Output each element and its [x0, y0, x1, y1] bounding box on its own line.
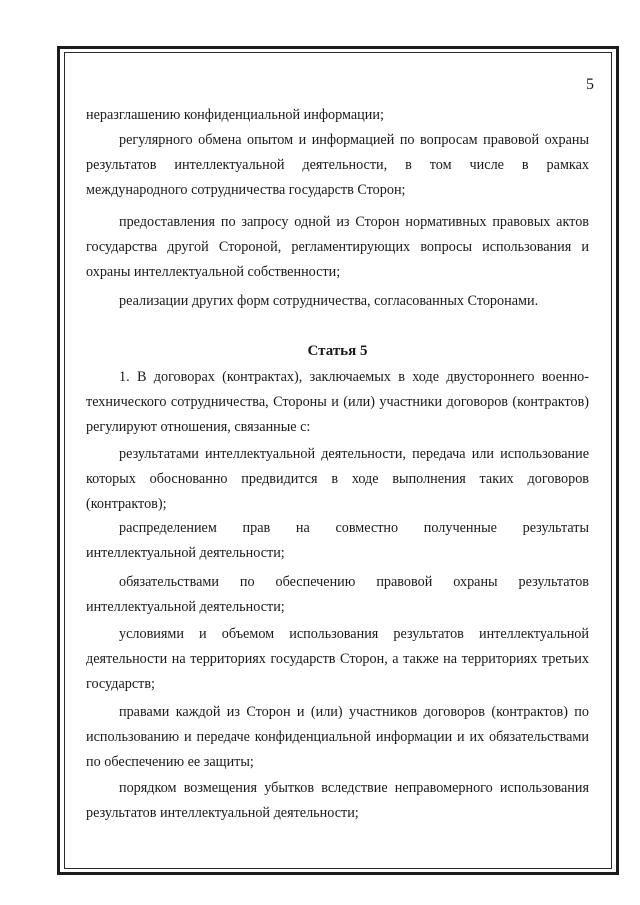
paragraph-ip-results: результатами интеллектуальной деятельности, передача или использование которых обоснованно предвидится в ходе выполнения таких договоров (контрактов); [86, 446, 589, 512]
paragraph-nondisclosure: неразглашению конфиденциальной информации; [86, 107, 384, 123]
article-heading: Статья 5 [307, 343, 368, 359]
paragraph-other-forms: реализации других форм сотрудничества, согласованных Сторонами. [119, 293, 539, 309]
paragraph-usage-conditions: условиями и объемом использования результатов интеллектуальной деятельности на территориях государств Сторон, а также на территориях третьих государств; [86, 626, 589, 692]
paragraph-protection-obligations: обязательствами по обеспечению правовой охраны результатов интеллектуальной деятельности; [86, 574, 589, 615]
page-number: 5 [586, 76, 594, 93]
paragraph-confidential-rights: правами каждой из Сторон и (или) участников договоров (контрактов) по использованию и передаче конфиденциальной информации и их обязательствами по обеспечению ее защиты; [86, 704, 589, 770]
paragraph-rights-distribution: распределением прав на совместно полученные результаты интеллектуальной деятельности; [86, 520, 589, 561]
paragraph-experience-exchange: регулярного обмена опытом и информацией по вопросам правовой охраны результатов интеллектуальной деятельности, в том числе в рамках международного сотрудничества государств Сторон; [86, 132, 589, 198]
paragraph-legal-acts: предоставления по запросу одной из Сторон нормативных правовых актов государства другой Стороной, регламентирующих вопросы использования и охраны интеллектуальной собственности; [86, 214, 589, 280]
paragraph-article-intro: 1. В договорах (контрактах), заключаемых в ходе двустороннего военно-технического сотрудничества, Стороны и (или) участники договоров (контрактов) регулируют отношения, связанные с: [86, 369, 589, 435]
paragraph-damages: порядком возмещения убытков вследствие неправомерного использования результатов интеллектуальной деятельности; [86, 780, 589, 821]
